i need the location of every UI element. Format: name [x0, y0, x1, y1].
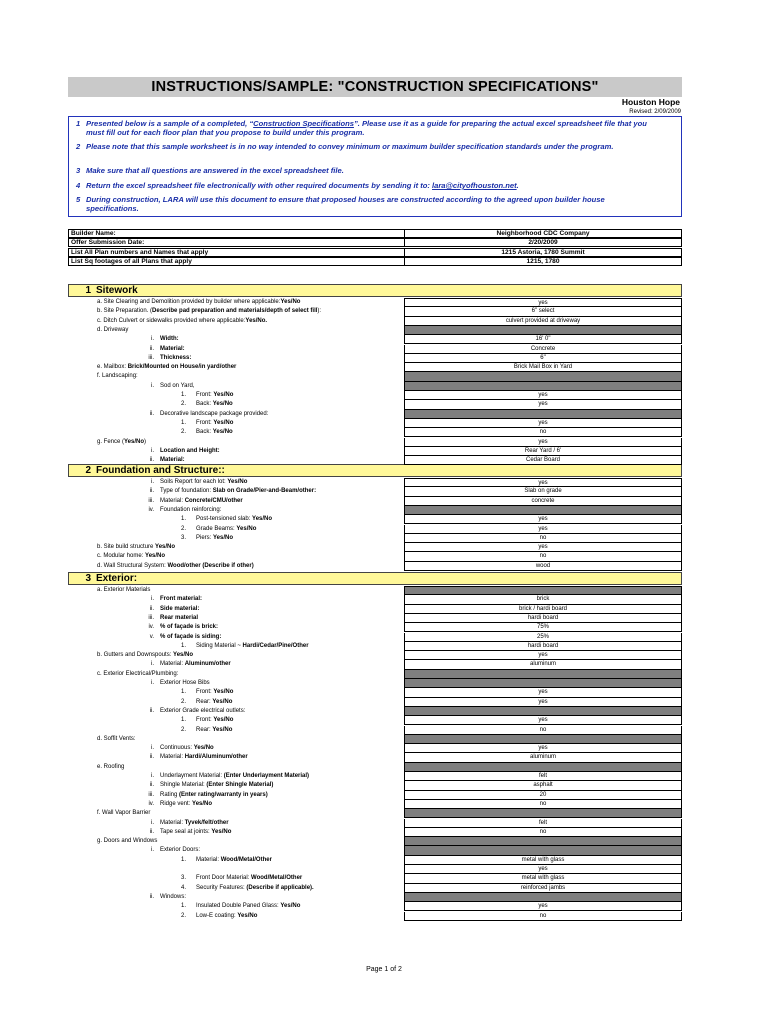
spec-row [0, 735, 768, 744]
spec-row-label: ii. Material: [149, 345, 185, 352]
spec-row [0, 307, 768, 316]
spec-row [0, 874, 768, 883]
roman-numeral: i. [151, 680, 154, 686]
spec-row [0, 345, 768, 354]
roman-numeral: ii. [149, 893, 154, 900]
spec-row-label: e. Roofing [97, 763, 125, 770]
roman-numeral: ii. [149, 605, 154, 612]
roman-numeral: i. [151, 745, 154, 752]
spec-row [0, 753, 768, 762]
spec-row [0, 865, 768, 874]
spec-row [0, 716, 768, 725]
sub-number: 3. [180, 875, 186, 882]
spec-answer-cell[interactable]: yes [404, 525, 682, 534]
spec-row [0, 884, 768, 893]
spec-row [0, 506, 768, 515]
roman-numeral: v. [149, 633, 154, 640]
roman-numeral: iii. [148, 791, 154, 798]
sub-number: 2. [180, 912, 186, 919]
spec-row-label: iv. Foundation reinforcing: [148, 506, 222, 513]
spec-row [0, 856, 768, 865]
spec-row [0, 595, 768, 604]
spec-answer-cell[interactable]: 16' 0" [404, 335, 682, 344]
spec-row [0, 487, 768, 496]
spec-row [0, 726, 768, 735]
plan-names-field[interactable]: 1215 Astoria, 1780 Summit [404, 248, 682, 257]
roman-numeral: iv. [148, 506, 154, 513]
spec-row-label: 1. Siding Material ~ Hardi/Cedar/Pine/Other [180, 642, 309, 649]
spec-row-label: i. Continuous: Yes/No [151, 745, 214, 752]
spec-row-label: d. Soffit Vents: [97, 735, 136, 742]
spec-row [0, 688, 768, 697]
roman-numeral: iii. [148, 354, 154, 361]
spec-row-label: f. Wall Vapor Barrier [97, 810, 151, 817]
spec-answer-cell[interactable]: yes [404, 744, 682, 753]
spec-row-label: ii. Type of foundation: Slab on Grade/Pier-and-Beam/other: [149, 488, 317, 495]
spec-answer-cell[interactable] [404, 326, 682, 335]
spec-row-label: b. Gutters and Downspouts: Yes/No [97, 652, 194, 659]
spec-row [0, 525, 768, 534]
sub-number: 1. [180, 689, 186, 696]
sub-number: 3. [180, 534, 186, 541]
spec-row [0, 679, 768, 688]
spec-answer-cell[interactable]: metal with glass [404, 856, 682, 865]
spec-row-label: d. Wall Structural System: Wood/other (Describe if other) [97, 562, 254, 569]
instruction-2: 2 Please note that this sample worksheet is in no way intended to convey minimum or maximum builder specification standards under the program. [76, 142, 614, 151]
roman-numeral: i. [151, 773, 154, 779]
spec-answer-cell[interactable]: no [404, 534, 682, 543]
spec-answer-cell[interactable]: metal with glass [404, 874, 682, 883]
spec-answer-cell[interactable]: brick [404, 595, 682, 604]
spec-row [0, 478, 768, 487]
spec-row [0, 326, 768, 335]
spec-answer-cell[interactable] [404, 382, 682, 391]
spec-row-label: iii. Material: Concrete/CMU/other [148, 497, 243, 504]
spec-answer-cell[interactable]: yes [404, 400, 682, 409]
spec-row [0, 456, 768, 465]
spec-answer-cell[interactable] [404, 846, 682, 855]
sub-number: 1. [180, 642, 186, 649]
spec-row-label: iv. Ridge vent: Yes/No [148, 800, 213, 807]
spec-answer-cell[interactable]: Cedar Board [404, 456, 682, 465]
spec-row [0, 633, 768, 642]
spec-row-label: ii. Shingle Material: (Enter Shingle Material) [149, 782, 274, 789]
roman-numeral: ii. [149, 345, 154, 352]
sq-footages-field[interactable]: 1215, 1780 [404, 257, 682, 266]
roman-numeral: ii. [149, 782, 154, 789]
spec-row-label: 1. Front: Yes/No [180, 717, 234, 724]
spec-row [0, 642, 768, 651]
spec-row-label: g. Fence (Yes/No) [97, 438, 147, 445]
roman-numeral: iv. [148, 624, 154, 631]
spec-row [0, 400, 768, 409]
spec-answer-cell[interactable]: no [404, 828, 682, 837]
spec-row-label: iii. Rating (Enter rating/warranty in years) [148, 791, 268, 798]
spec-answer-cell[interactable] [404, 763, 682, 772]
info-row-plan-names: List All Plan numbers and Names that apply 1215 Astoria, 1780 Summit [68, 248, 682, 257]
spec-row-label: g. Doors and Windows [97, 838, 158, 845]
spec-row-label: 3. Front Door Material: Wood/Metal/Other [180, 875, 303, 882]
spec-row [0, 902, 768, 911]
spec-answer-cell[interactable] [404, 670, 682, 679]
section-header-foundation: 2 Foundation and Structure:: [68, 464, 682, 477]
spec-answer-cell[interactable]: wood [404, 562, 682, 571]
info-row-sq-footages: List Sq footages of all Plans that apply 1215, 1780 [68, 257, 682, 266]
roman-numeral: iii. [148, 614, 154, 621]
spec-row-label: ii. Material: [149, 457, 185, 464]
spec-answer-cell[interactable]: 75% [404, 623, 682, 632]
roman-numeral: i. [151, 661, 154, 668]
spec-row-label: 4. Security Features: (Describe if applicable). [180, 884, 314, 891]
page-footer: Page 1 of 2 [366, 966, 402, 973]
spec-row-label: 1. Material: Wood/Metal/Other [180, 856, 272, 863]
spec-row-label: b. Site Preparation. (Describe pad preparation and materials/depth of select fill): [97, 308, 322, 315]
spec-row-label: e. Mailbox: Brick/Mounted on House/in yard/other [97, 364, 237, 371]
spec-row [0, 419, 768, 428]
spec-row-label: i. Underlayment Material: (Enter Underlayment Material) [151, 773, 310, 779]
roman-numeral: iv. [148, 800, 154, 807]
spec-row-label: f. Landscaping: [97, 373, 138, 380]
spec-row [0, 828, 768, 837]
organization-name: Houston Hope [621, 97, 680, 107]
spec-row [0, 744, 768, 753]
spec-row-label: 1. Insulated Double Paned Glass: Yes/No [180, 903, 301, 910]
roman-numeral: i. [151, 596, 154, 603]
spec-row-label: c. Ditch Culvert or sidewalks provided where applicable:Yes/No. [97, 317, 268, 324]
spec-row-label: 2. Back: Yes/No [180, 429, 233, 436]
construction-specifications-link: Construction Specifications [253, 119, 354, 128]
spec-row [0, 707, 768, 716]
spec-answer-cell[interactable] [404, 837, 682, 846]
spec-row-label: iv. % of façade is brick: [148, 624, 219, 631]
spec-row [0, 534, 768, 543]
spec-answer-cell[interactable]: yes [404, 298, 682, 307]
spec-row-label: b. Site build structure Yes/No [97, 544, 176, 551]
spec-answer-cell[interactable]: concrete [404, 497, 682, 506]
spec-row-label: a. Exterior Materials [97, 587, 151, 593]
spec-row [0, 354, 768, 363]
instruction-1: 1 Presented below is a sample of a completed, “Construction Specifications”. Please use it as a guide for preparing the actual excel spreadsheet file that you must fill out for each floor plan that you propose to build under this program. [76, 119, 647, 137]
spec-row [0, 382, 768, 391]
spec-answer-cell[interactable] [404, 735, 682, 744]
spec-row [0, 317, 768, 326]
spec-row [0, 670, 768, 679]
spec-row [0, 410, 768, 419]
sub-number: 1. [180, 516, 186, 523]
roman-numeral: i. [151, 847, 154, 854]
spec-row [0, 809, 768, 818]
spec-row-label: ii. Windows: [149, 893, 187, 900]
sub-number: 1. [180, 419, 186, 426]
spec-row-label: ii. Exterior Grade electrical outlets: [149, 707, 246, 714]
spec-answer-cell[interactable]: hardi board [404, 642, 682, 651]
spec-answer-cell[interactable]: hardi board [404, 614, 682, 623]
sub-number: 2. [180, 525, 186, 532]
spec-row-label: c. Exterior Electrical/Plumbing: [97, 670, 179, 677]
sub-number: 2. [180, 698, 186, 705]
spec-answer-cell[interactable]: no [404, 800, 682, 809]
spec-row [0, 562, 768, 571]
spec-answer-cell[interactable]: yes [404, 391, 682, 400]
spec-answer-cell[interactable]: yes [404, 515, 682, 524]
spec-answer-cell[interactable]: 20 [404, 791, 682, 800]
spec-row [0, 391, 768, 400]
roman-numeral: i. [151, 819, 154, 826]
spec-row [0, 438, 768, 447]
roman-numeral: ii. [149, 828, 154, 835]
spec-row-label: 1. Front: Yes/No [180, 392, 234, 398]
sub-number: 1. [180, 717, 186, 724]
spec-row [0, 605, 768, 614]
spec-row [0, 586, 768, 595]
spec-row-label: ii. Tape seal at joints: Yes/No [149, 828, 232, 835]
spec-row [0, 614, 768, 623]
spec-answer-cell[interactable]: culvert provided at driveway [404, 317, 682, 326]
spec-answer-cell[interactable]: no [404, 912, 682, 921]
spec-answer-cell[interactable]: felt [404, 819, 682, 828]
spec-row-label: d. Driveway [97, 326, 129, 333]
sub-number: 2. [180, 726, 186, 733]
spec-row [0, 497, 768, 506]
spec-row-label: c. Modular home: Yes/No [97, 553, 166, 560]
spec-row [0, 543, 768, 552]
spec-row-label: i. Material: Tyvek/felt/other [151, 819, 229, 826]
spec-row-label: 2. Rear: Yes/No [180, 726, 233, 733]
spec-answer-cell[interactable]: 6" [404, 354, 682, 363]
spec-row-label: 3. Piers: Yes/No [180, 534, 234, 541]
section-header-exterior: 3 Exterior: [68, 572, 682, 585]
spec-answer-cell[interactable]: reinforced jambs [404, 884, 682, 893]
email-link[interactable]: lara@cityofhouston.net [432, 181, 517, 190]
roman-numeral: i. [151, 447, 154, 454]
roman-numeral: ii. [149, 410, 154, 417]
sub-number: 1. [180, 392, 186, 398]
spec-row [0, 912, 768, 921]
sub-number: 1. [180, 856, 186, 863]
spec-row [0, 515, 768, 524]
spec-answer-cell[interactable] [404, 506, 682, 515]
spec-row [0, 893, 768, 902]
spec-answer-cell[interactable]: yes [404, 651, 682, 660]
spec-answer-cell[interactable]: yes [404, 688, 682, 697]
section-header-sitework: 1 Sitework [68, 284, 682, 297]
spec-row-label: iii. Rear material [148, 614, 199, 621]
spec-row-label: 2. Low-E coating: Yes/No [180, 912, 258, 919]
sub-number: 2. [180, 429, 186, 436]
spec-row [0, 846, 768, 855]
spec-answer-cell[interactable] [404, 410, 682, 419]
page-title: INSTRUCTIONS/SAMPLE: "CONSTRUCTION SPECIFICATIONS" [68, 77, 682, 97]
spec-row [0, 763, 768, 772]
spec-row-label: v. % of façade is siding: [149, 633, 222, 640]
spec-row-label: i. Sod on Yard, [151, 382, 195, 389]
spec-answer-cell[interactable] [404, 372, 682, 381]
info-row-offer-date: Offer Submission Date: 2/20/2009 [68, 238, 682, 247]
spec-row-label: 1. Post-tensioned slab: Yes/No [180, 516, 273, 523]
spec-answer-cell[interactable]: 6" select [404, 307, 682, 316]
sub-number: 4. [180, 884, 186, 891]
spec-row [0, 819, 768, 828]
spec-row-label: i. Front material: [151, 596, 203, 603]
roman-numeral: i. [151, 479, 154, 485]
spec-answer-cell[interactable]: yes [404, 865, 682, 874]
spec-row-label: ii. Decorative landscape package provided: [149, 410, 269, 417]
spec-answer-cell[interactable] [404, 707, 682, 716]
spec-row [0, 363, 768, 372]
spec-row [0, 372, 768, 381]
spec-row-label: i. Exterior Doors: [151, 847, 201, 854]
spec-answer-cell[interactable] [404, 679, 682, 688]
spec-answer-cell[interactable]: yes [404, 478, 682, 487]
spec-row [0, 837, 768, 846]
spec-row-label: 2. Back: Yes/No [180, 401, 233, 408]
spec-row [0, 298, 768, 307]
sub-number: 2. [180, 401, 186, 408]
spec-row [0, 698, 768, 707]
spec-row-label: a. Site Clearing and Demolition provided by builder where applicable:Yes/No [97, 299, 301, 305]
spec-row [0, 335, 768, 344]
spec-row [0, 660, 768, 669]
spec-row-label: i. Material: Aluminum/other [151, 661, 231, 668]
spec-answer-cell[interactable]: yes [404, 543, 682, 552]
spec-answer-cell[interactable] [404, 809, 682, 818]
sub-number: 1. [180, 903, 186, 910]
spec-answer-cell[interactable]: yes [404, 419, 682, 428]
roman-numeral: iii. [148, 497, 154, 504]
spec-row [0, 623, 768, 632]
spec-row [0, 791, 768, 800]
spec-answer-cell[interactable] [404, 586, 682, 595]
roman-numeral: ii. [149, 457, 154, 464]
spec-answer-cell[interactable]: yes [404, 698, 682, 707]
builder-name-field[interactable]: Neighborhood CDC Company [404, 229, 682, 238]
roman-numeral: ii. [149, 707, 154, 714]
spec-row [0, 781, 768, 790]
roman-numeral: i. [151, 382, 154, 389]
spec-answer-cell[interactable]: Concrete [404, 345, 682, 354]
instruction-3: 3 Make sure that all questions are answered in the excel spreadsheet file. [76, 166, 344, 175]
spec-row-label: i. Width: [151, 336, 179, 343]
spec-answer-cell[interactable]: Brick Mail Box in Yard [404, 363, 682, 372]
spec-answer-cell[interactable]: aluminum [404, 660, 682, 669]
spec-answer-cell[interactable]: no [404, 428, 682, 437]
spec-row-label: 1. Front: Yes/No [180, 419, 234, 426]
info-row-builder-name: Builder Name: Neighborhood CDC Company [68, 229, 682, 238]
spec-answer-cell[interactable]: yes [404, 716, 682, 725]
spec-answer-cell[interactable]: felt [404, 772, 682, 781]
spec-answer-cell[interactable] [404, 893, 682, 902]
spec-row-label: i. Soils Report for each lot: Yes/No [151, 479, 248, 485]
spec-answer-cell[interactable]: yes [404, 438, 682, 447]
spec-row-label: i. Exterior Hose Bibs [151, 680, 210, 686]
spec-row-label: ii. Side material: [149, 605, 200, 612]
roman-numeral: i. [151, 336, 154, 343]
spec-row [0, 800, 768, 809]
spec-row-label: iii. Thickness: [148, 354, 192, 361]
instruction-4: 4 Return the excel spreadsheet file electronically with other required documents by sending it to: lara@cityofhouston.net. [76, 181, 519, 190]
spec-answer-cell[interactable]: Slab on grade [404, 487, 682, 496]
roman-numeral: ii. [149, 488, 154, 495]
spec-row [0, 447, 768, 456]
spec-answer-cell[interactable]: no [404, 726, 682, 735]
spec-row-label: 2. Grade Beams: Yes/No [180, 525, 257, 532]
spec-answer-cell[interactable]: Rear Yard / 6' [404, 447, 682, 456]
spec-row [0, 651, 768, 660]
spec-answer-cell[interactable]: yes [404, 902, 682, 911]
spec-answer-cell[interactable]: no [404, 552, 682, 561]
spec-answer-cell[interactable]: brick / hardi board [404, 605, 682, 614]
instruction-5: 5 During construction, LARA will use this document to ensure that proposed houses are constructed according to the agreed upon builder house specifications. [76, 195, 605, 213]
spec-row-label: 2. Rear: Yes/No [180, 698, 233, 705]
spec-answer-cell[interactable]: 25% [404, 633, 682, 642]
offer-date-field[interactable]: 2/20/2009 [404, 238, 682, 247]
roman-numeral: ii. [149, 754, 154, 761]
revised-date: Revised: 2/09/2009 [629, 109, 681, 115]
spec-row [0, 772, 768, 781]
spec-row-label: 1. Front: Yes/No [180, 689, 234, 696]
spec-answer-cell[interactable]: aluminum [404, 753, 682, 762]
spec-answer-cell[interactable]: asphalt [404, 781, 682, 790]
spec-row-label: ii. Material: Hardi/Aluminum/other [149, 754, 248, 761]
spec-row [0, 428, 768, 437]
spec-row [0, 552, 768, 561]
spec-row-label: i. Location and Height: [151, 447, 220, 454]
